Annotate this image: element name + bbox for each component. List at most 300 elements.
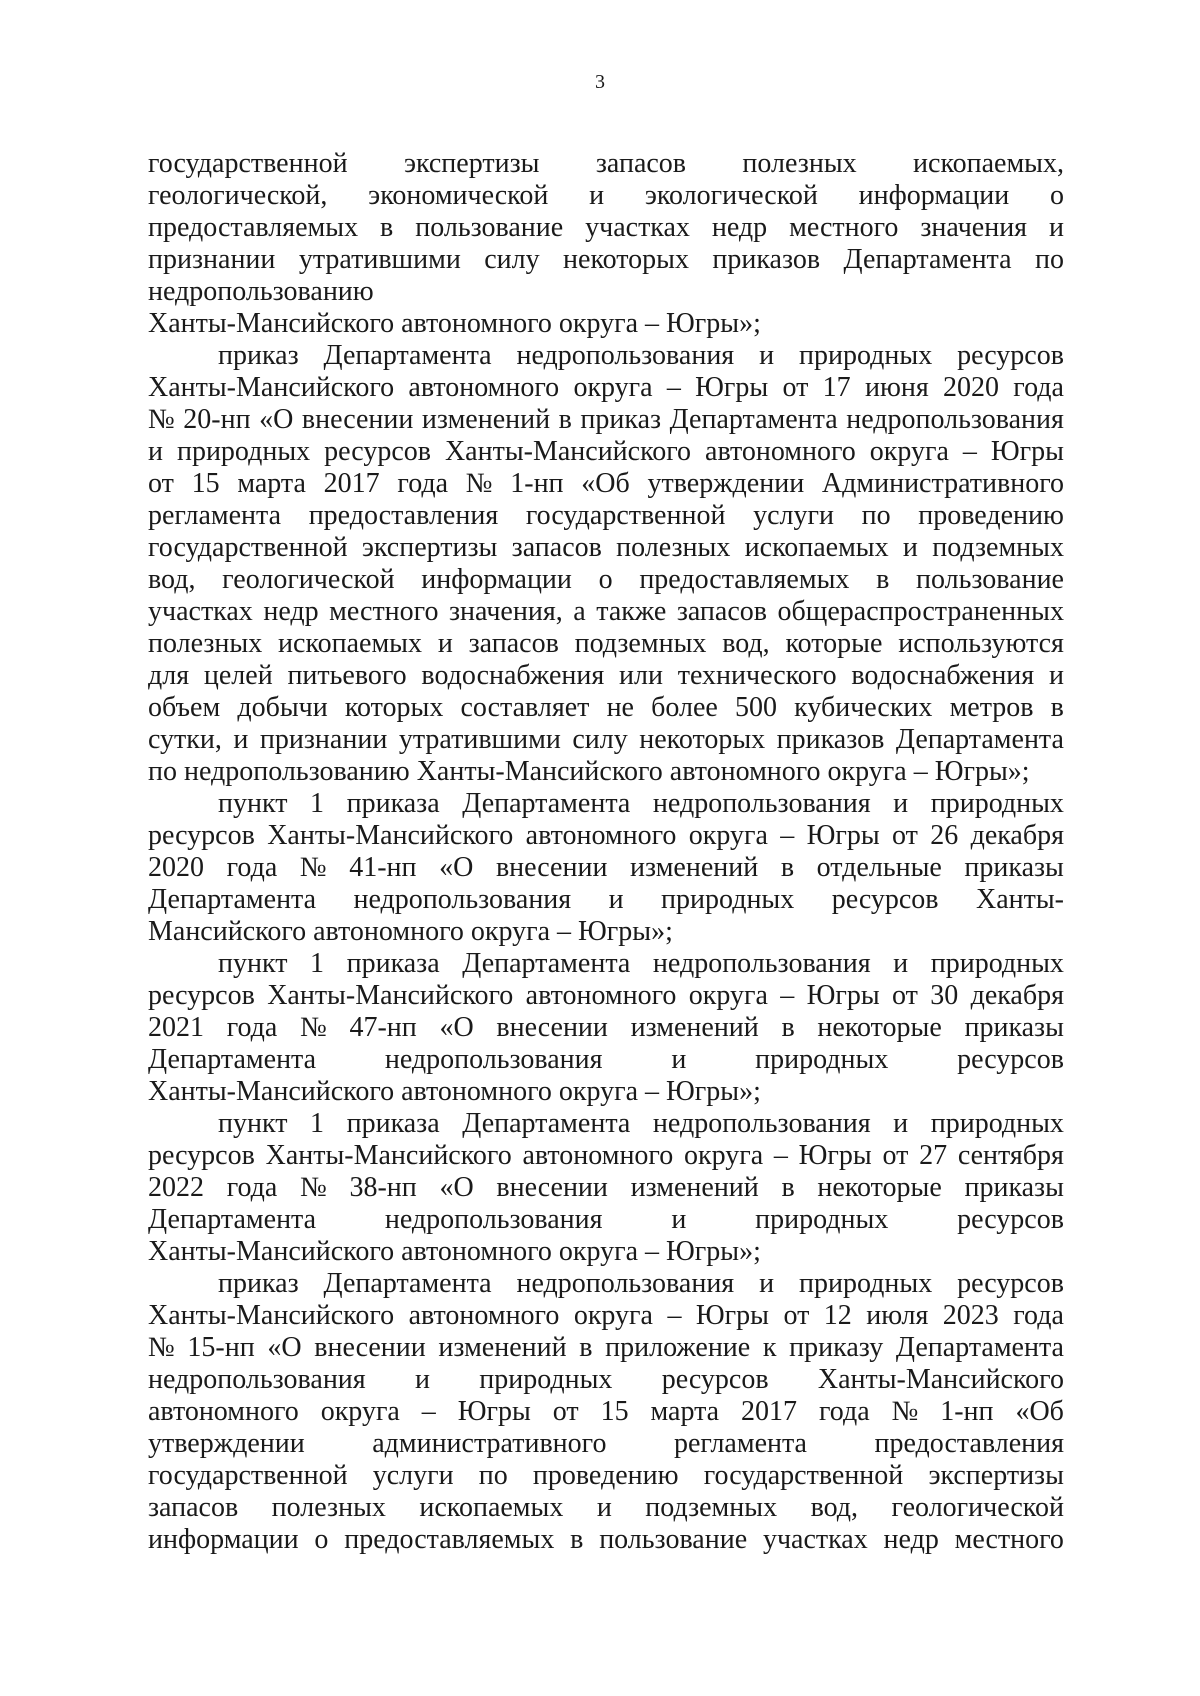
text-line xyxy=(148,1332,1064,1364)
word: «О xyxy=(439,1012,474,1043)
word: Ханты-Мансийского xyxy=(267,980,514,1011)
word: целей xyxy=(203,660,273,691)
document-body xyxy=(148,148,1064,1556)
word: года xyxy=(397,468,449,499)
word: и xyxy=(414,1364,430,1395)
word: информации xyxy=(858,180,1010,211)
word: 30 xyxy=(930,980,959,1011)
word: ископаемых xyxy=(278,628,422,659)
word: недр xyxy=(711,212,768,243)
word: приказы xyxy=(964,852,1064,883)
word: № xyxy=(891,1396,919,1427)
text-line xyxy=(148,692,1064,724)
word: сутки, xyxy=(148,724,222,755)
word: проведению xyxy=(918,500,1064,531)
word: экспертизы xyxy=(403,148,540,179)
word: для xyxy=(148,660,190,691)
word: ресурсов xyxy=(148,1140,255,1171)
word: и xyxy=(589,180,605,211)
word: в xyxy=(781,1012,795,1043)
word: и xyxy=(148,436,163,467)
word: ресурсов xyxy=(148,820,255,851)
word: изменений xyxy=(630,1172,759,1203)
word: автономного xyxy=(408,372,560,403)
word: Югры xyxy=(695,372,769,403)
word: Ханты-Мансийского xyxy=(148,372,395,403)
word: ископаемых xyxy=(419,1492,564,1523)
word: изменений xyxy=(438,1332,567,1363)
text-line xyxy=(148,1460,1064,1492)
word: запасов xyxy=(595,148,687,179)
word: приложение xyxy=(605,1332,751,1363)
word: 20-нп xyxy=(183,404,251,435)
word: Ханты-Мансийского xyxy=(265,1140,512,1171)
word: ресурсов xyxy=(661,1364,769,1395)
word: к xyxy=(762,1332,777,1363)
word: приказ xyxy=(218,340,299,371)
word: 2020 xyxy=(148,852,204,883)
word: 41-нп xyxy=(349,852,417,883)
word: добычи xyxy=(237,692,328,723)
word: округа xyxy=(573,1300,653,1331)
word: «О xyxy=(439,852,474,883)
word: экологической xyxy=(644,180,818,211)
word: – xyxy=(773,1140,788,1171)
word: геологической xyxy=(891,1492,1064,1523)
word: ресурсов xyxy=(324,436,431,467)
page-number: 3 xyxy=(595,71,605,93)
word: декабря xyxy=(970,820,1064,851)
word: экспертизы xyxy=(361,532,498,563)
word: изменений xyxy=(421,404,551,435)
text-line xyxy=(148,1364,1064,1396)
word: приказ xyxy=(580,404,662,435)
word: по xyxy=(1034,244,1064,275)
text-line xyxy=(148,468,1064,500)
word: декабря xyxy=(970,980,1064,1011)
text-line: недропользованию xyxy=(148,276,374,307)
word: Департамента xyxy=(843,244,1012,275)
word: 15 xyxy=(191,468,220,499)
word: и xyxy=(893,948,909,979)
word: 2020 xyxy=(943,372,999,403)
word: № xyxy=(148,404,175,435)
word: и xyxy=(596,1492,612,1523)
word: года xyxy=(226,852,278,883)
word: округа xyxy=(688,980,768,1011)
text-line: по недропользованию Ханты-Мансийского автономного округа – Югры»; xyxy=(148,756,1030,787)
word: также xyxy=(596,596,667,627)
text-line xyxy=(148,340,1064,372)
word: запасов xyxy=(468,628,559,659)
word: о xyxy=(314,1524,329,1555)
word: – xyxy=(962,436,977,467)
word: и xyxy=(759,340,775,371)
word: № xyxy=(300,1012,327,1043)
word: приказы xyxy=(964,1012,1064,1043)
word: «О xyxy=(439,1172,474,1203)
word: от xyxy=(783,1300,810,1331)
word: 17 xyxy=(822,372,851,403)
word: Югры xyxy=(798,1140,872,1171)
word: природных xyxy=(930,1108,1064,1139)
word: автономного xyxy=(522,1140,674,1171)
text-line xyxy=(148,596,1064,628)
word: Департамента xyxy=(148,1204,317,1235)
word: природных xyxy=(755,1204,889,1235)
word: местного xyxy=(329,596,439,627)
word: ископаемых xyxy=(744,532,889,563)
word: марта xyxy=(237,468,306,499)
word: недропользования xyxy=(384,1044,603,1075)
word: 1 xyxy=(310,788,325,819)
word: полезных xyxy=(148,628,263,659)
word: 15 xyxy=(600,1396,629,1427)
word: запасов xyxy=(148,1492,239,1523)
word: ископаемых, xyxy=(913,148,1064,179)
text-line xyxy=(148,180,1064,212)
word: по xyxy=(861,500,891,531)
word: пункт xyxy=(218,1108,288,1139)
word: округа xyxy=(683,1140,764,1171)
text-line: Мансийского автономного округа – Югры»; xyxy=(148,916,673,947)
text-line xyxy=(148,148,1064,180)
word: Департамента xyxy=(462,948,631,979)
text-line xyxy=(148,500,1064,532)
word: года xyxy=(226,1172,278,1203)
word: внесении xyxy=(314,1332,426,1363)
word: – xyxy=(780,820,795,851)
word: округа xyxy=(320,1396,400,1427)
word: недропользования xyxy=(353,884,572,915)
word: Департамента xyxy=(148,884,317,915)
word: ресурсов xyxy=(148,980,255,1011)
word: 2022 xyxy=(148,1172,204,1203)
text-line xyxy=(148,1044,1064,1076)
word: «О xyxy=(267,1332,302,1363)
word: пользование xyxy=(916,564,1064,595)
text-line xyxy=(148,820,1064,852)
word: в xyxy=(780,852,795,883)
word: приказа xyxy=(346,948,440,979)
word: природных xyxy=(798,340,933,371)
text-line xyxy=(148,1172,1064,1204)
word: приказов xyxy=(712,244,821,275)
word: автономного xyxy=(705,436,856,467)
word: в xyxy=(570,1524,584,1555)
text-line xyxy=(148,404,1064,436)
word: года xyxy=(1013,372,1064,403)
text-line xyxy=(148,532,1064,564)
word: недропользования xyxy=(148,1364,366,1395)
word: ресурсов xyxy=(831,884,939,915)
word: приказов xyxy=(776,724,885,755)
word: не xyxy=(606,692,634,723)
word: года xyxy=(818,1396,870,1427)
text-line xyxy=(148,1108,1064,1140)
word: ресурсов xyxy=(957,340,1064,371)
word: некоторые xyxy=(817,1012,942,1043)
word: информации xyxy=(148,1524,299,1555)
word: и xyxy=(759,1268,775,1299)
text-line xyxy=(148,1012,1064,1044)
word: водоснабжения xyxy=(851,660,1035,691)
word: от xyxy=(892,980,918,1011)
word: и xyxy=(671,1204,687,1235)
word: природных xyxy=(176,436,311,467)
word: 38-нп xyxy=(349,1172,417,1203)
word: июля xyxy=(866,1300,929,1331)
text-line xyxy=(148,564,1064,596)
word: признании xyxy=(259,724,388,755)
word: экономической xyxy=(368,180,549,211)
text-line xyxy=(148,244,1064,276)
word: приказы xyxy=(964,1172,1064,1203)
word: в xyxy=(1050,692,1064,723)
word: автономного xyxy=(525,980,677,1011)
text-line xyxy=(148,212,1064,244)
word: местного xyxy=(954,1524,1064,1555)
word: «Об xyxy=(581,468,630,499)
word: Ханты- xyxy=(975,884,1064,915)
word: природных xyxy=(930,788,1064,819)
word: кубических xyxy=(794,692,933,723)
word: недропользования xyxy=(652,788,871,819)
text-line xyxy=(148,1396,1064,1428)
text-line xyxy=(148,980,1064,1012)
word: утверждении xyxy=(148,1428,305,1459)
word: экспертизы xyxy=(928,1460,1064,1491)
word: общераспространенных xyxy=(777,596,1064,627)
word: признании xyxy=(148,244,276,275)
word: пункт xyxy=(218,788,288,819)
word: Ханты-Мансийского xyxy=(817,1364,1064,1395)
word: ресурсов xyxy=(957,1204,1064,1235)
word: Департамента xyxy=(148,1044,317,1075)
word: Департамента xyxy=(669,404,838,435)
word: предоставляемых xyxy=(148,212,359,243)
word: вод, xyxy=(722,628,770,659)
word: некоторых xyxy=(563,244,689,275)
word: № xyxy=(148,1332,175,1363)
word: года xyxy=(226,1012,278,1043)
word: предоставляемых xyxy=(639,564,850,595)
word: которых xyxy=(344,692,444,723)
word: изменений xyxy=(630,852,759,883)
text-line xyxy=(148,948,1064,980)
word: – xyxy=(667,1300,682,1331)
word: приказа xyxy=(346,788,440,819)
word: внесении xyxy=(495,852,608,883)
word: от xyxy=(882,1140,909,1171)
text-line: Ханты-Мансийского автономного округа – Югры»; xyxy=(148,1076,761,1107)
word: утратившими xyxy=(298,244,461,275)
word: Административного xyxy=(821,468,1064,499)
word: используются xyxy=(898,628,1064,659)
word: природных xyxy=(930,948,1064,979)
word: автономного xyxy=(525,820,677,851)
word: 1 xyxy=(310,948,325,979)
word: Ханты-Мансийского xyxy=(148,1300,395,1331)
text-line xyxy=(148,788,1064,820)
word: технического xyxy=(677,660,837,691)
word: и xyxy=(893,788,909,819)
text-line: Ханты-Мансийского автономного округа – Югры»; xyxy=(148,308,761,339)
word: от xyxy=(782,372,809,403)
text-line xyxy=(148,1428,1064,1460)
word: проведению xyxy=(532,1460,679,1491)
word: пункт xyxy=(218,948,288,979)
word: Ханты-Мансийского xyxy=(444,436,692,467)
word: в xyxy=(579,1332,593,1363)
word: услуги xyxy=(753,500,834,531)
word: полезных xyxy=(742,148,857,179)
word: Югры xyxy=(457,1396,531,1427)
word: 26 xyxy=(930,820,959,851)
word: государственной xyxy=(525,500,726,531)
word: подземных xyxy=(574,628,707,659)
word: – xyxy=(421,1396,436,1427)
word: природных xyxy=(479,1364,613,1395)
word: в xyxy=(558,404,572,435)
text-line xyxy=(148,1268,1064,1300)
word: утверждении xyxy=(647,468,805,499)
word: Югры xyxy=(806,820,880,851)
word: недропользования xyxy=(846,404,1064,435)
word: подземных xyxy=(932,532,1064,563)
word: значения xyxy=(920,212,1028,243)
word: 1 xyxy=(310,1108,325,1139)
text-line xyxy=(148,852,1064,884)
word: от xyxy=(148,468,174,499)
word: Департамента xyxy=(323,340,492,371)
word: природных xyxy=(755,1044,889,1075)
word: государственной xyxy=(148,1460,348,1491)
word: 2017 xyxy=(741,1396,798,1427)
word: питьевого xyxy=(287,660,407,691)
word: № xyxy=(299,852,327,883)
word: силу xyxy=(484,244,540,275)
word: изменений xyxy=(630,1012,759,1043)
word: государственной xyxy=(703,1460,904,1491)
text-line xyxy=(148,1492,1064,1524)
text-line xyxy=(148,724,1064,756)
word: некоторых xyxy=(639,724,766,755)
word: и xyxy=(893,1108,909,1139)
word: о xyxy=(598,564,613,595)
word: силу xyxy=(572,724,628,755)
word: запасов xyxy=(676,596,767,627)
word: подземных xyxy=(645,1492,778,1523)
word: 1-нп xyxy=(510,468,564,499)
word: Югры xyxy=(990,436,1064,467)
word: недропользования xyxy=(516,340,735,371)
word: недр xyxy=(263,596,319,627)
word: предоставляемых xyxy=(344,1524,555,1555)
word: недропользования xyxy=(384,1204,603,1235)
word: регламента xyxy=(148,500,282,531)
word: «О xyxy=(259,404,294,435)
word: недропользования xyxy=(516,1268,735,1299)
word: предоставления xyxy=(308,500,499,531)
word: марта xyxy=(650,1396,720,1427)
word: внесении xyxy=(496,1012,608,1043)
word: 2017 xyxy=(323,468,380,499)
text-line xyxy=(148,1300,1064,1332)
word: 27 xyxy=(919,1140,948,1171)
word: внесении xyxy=(301,404,414,435)
text-line xyxy=(148,1524,1064,1556)
word: информации xyxy=(421,564,572,595)
word: или xyxy=(619,660,663,691)
word: вод, xyxy=(810,1492,859,1523)
word: участках xyxy=(762,1524,868,1555)
word: и xyxy=(902,532,918,563)
word: регламента xyxy=(673,1428,807,1459)
word: некоторые xyxy=(817,1172,942,1203)
word: государственной xyxy=(148,148,348,179)
word: автономного xyxy=(148,1396,299,1427)
word: полезных xyxy=(271,1492,386,1523)
word: от xyxy=(552,1396,579,1427)
word: водоснабжения xyxy=(421,660,605,691)
word: и xyxy=(233,724,249,755)
word: местного xyxy=(789,212,899,243)
word: по xyxy=(478,1460,508,1491)
word: Департамента xyxy=(895,724,1064,755)
word: составляет xyxy=(460,692,590,723)
word: 2021 xyxy=(148,1012,204,1043)
word: 47-нп xyxy=(349,1012,417,1043)
word: Югры xyxy=(806,980,880,1011)
word: Департамента xyxy=(323,1268,492,1299)
word: Югры xyxy=(695,1300,769,1331)
text-line xyxy=(148,660,1064,692)
word: и xyxy=(1048,660,1064,691)
word: округа xyxy=(869,436,949,467)
text-line xyxy=(148,884,1064,916)
word: в xyxy=(876,564,890,595)
word: 15-нп xyxy=(187,1332,255,1363)
word: июня xyxy=(864,372,929,403)
word: № xyxy=(300,1172,327,1203)
word: недр xyxy=(883,1524,939,1555)
word: природных xyxy=(661,884,795,915)
word: а xyxy=(573,596,586,627)
word: предоставления xyxy=(874,1428,1064,1459)
word: от xyxy=(892,820,918,851)
word: автономного xyxy=(408,1300,560,1331)
word: пользование xyxy=(599,1524,748,1555)
word: Департамента xyxy=(462,1108,631,1139)
word: – xyxy=(666,372,681,403)
word: участках xyxy=(585,212,690,243)
word: и xyxy=(437,628,453,659)
word: приказу xyxy=(789,1332,884,1363)
word: и xyxy=(671,1044,687,1075)
word: – xyxy=(780,980,795,1011)
word: ресурсов xyxy=(957,1044,1064,1075)
word: № xyxy=(465,468,493,499)
word: геологической xyxy=(222,564,395,595)
word: Департамента xyxy=(462,788,631,819)
word: объем xyxy=(148,692,221,723)
word: административного xyxy=(372,1428,607,1459)
text-line xyxy=(148,1204,1064,1236)
text-line xyxy=(148,1140,1064,1172)
word: запасов xyxy=(511,532,602,563)
word: Департамента xyxy=(895,1332,1064,1363)
